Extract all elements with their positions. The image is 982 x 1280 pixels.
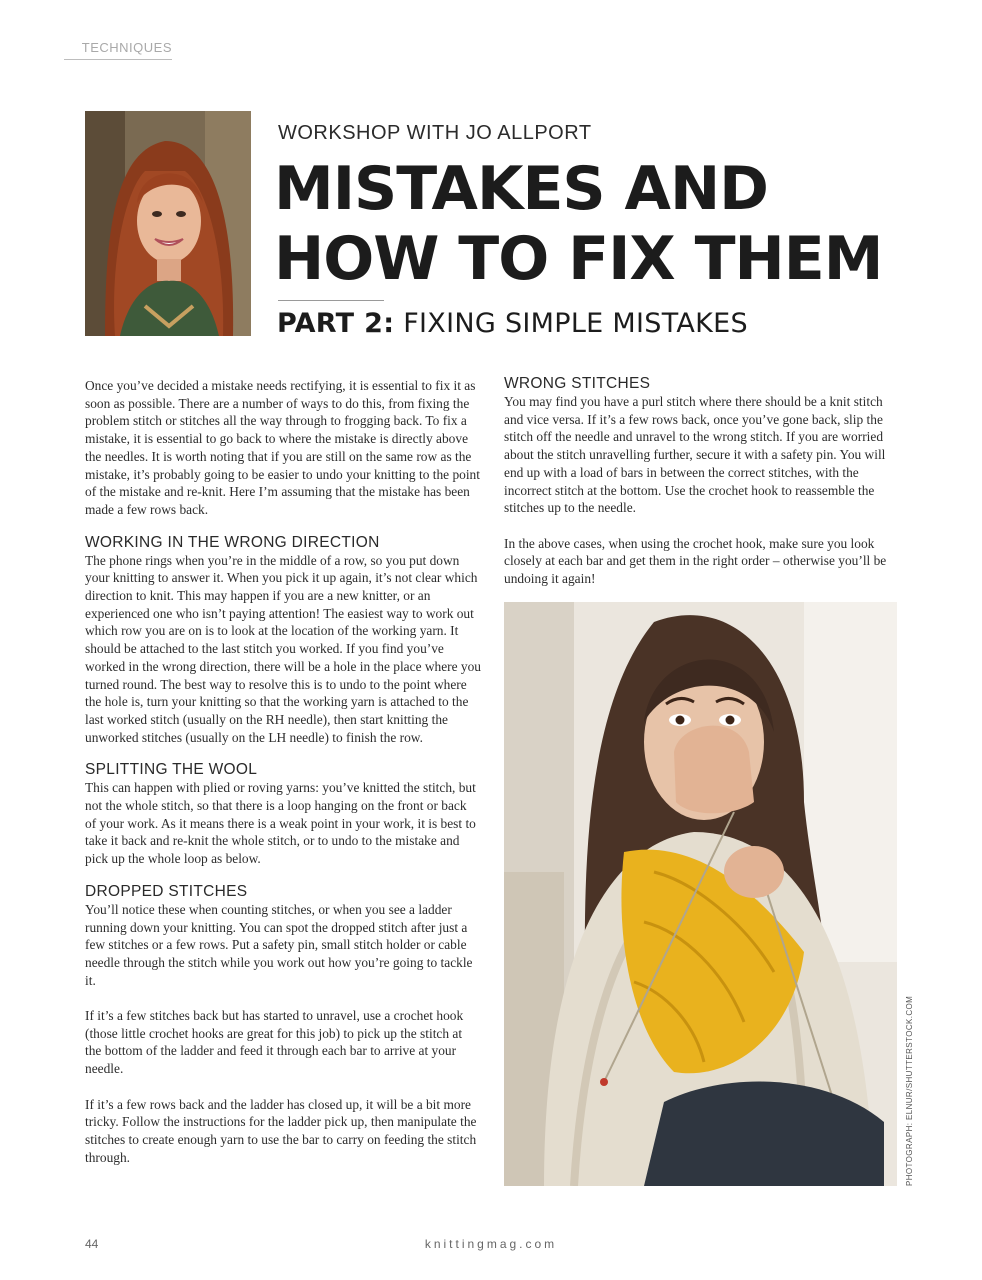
dropped-body-3: If it’s a few rows back and the ladder has closed up, it will be a bit more tricky. Follow the instructions for the ladder pick up, then manipulate the stitches to create enough yarn to use the bar to carry on feeding the stitch through. <box>85 1096 477 1165</box>
right-column <box>504 375 898 588</box>
closing-paragraph: In the above cases, when using the crochet hook, make sure you look closely at each bar and get them in the right order – otherwise you’ll be undoing it again! <box>504 535 887 587</box>
dropped-body-1: You’ll notice these when counting stitches, or when you see a ladder running down your knitting. You can spot the dropped stitch after just a few stitches or a few rows. Put a safety pin, small stitch holder or cable needle through the stitch while you work out how you’re going to tackle it. <box>85 901 473 988</box>
heading-wrong-stitches: WRONG STITCHES <box>504 375 651 392</box>
subhead-title: FIXING SIMPLE MISTAKES <box>403 308 748 339</box>
wrong-stitches-body: You may find you have a purl stitch where there should be a knit stitch and vice versa. If it’s a few rows back, once you’ve gone back, slip the stitch off the needle and unravel to the wrong stitch. If you are worried about the stitch unravelling further, secure it with a safety pin. You will end up with a load of bars in between the correct stitches, with the incorrect stitch at the bottom. Use the crochet hook to reassemble the stitches up to the needle. <box>504 394 886 516</box>
knitter-photo <box>504 602 897 1186</box>
footer-site: knittingmag.com <box>424 1237 558 1251</box>
heading-wrong-direction: WORKING IN THE WRONG DIRECTION <box>85 533 380 551</box>
author-portrait <box>85 111 251 336</box>
divider <box>278 300 384 301</box>
section-tag: TECHNIQUES <box>64 40 172 60</box>
kicker: WORKSHOP WITH JO ALLPORT <box>278 122 592 144</box>
subhead <box>277 308 748 339</box>
heading-splitting: SPLITTING THE WOOL <box>85 761 258 779</box>
dropped-body-2: If it’s a few stitches back but has started to unravel, use a crochet hook (those little crochet hooks are great for this job) to pick up the stitch at the bottom of the ladder and feed it through each bar to arrive at your needle. <box>85 1008 464 1077</box>
subhead-part: PART 2: <box>277 308 395 339</box>
heading-dropped: DROPPED STITCHES <box>85 882 248 900</box>
wrong-direction-body: The phone rings when you’re in the middle of a row, so you put down your knitting to answer it. When you pick it up again, it’s not clear which direction to knit. This may happen if you are a new knitter, or an experienced one who isn’t paying attention! The easiest way to work out which row you are on is to look at the location of the working yarn. It should be attached to the last stitch you worked. If you find you’ve worked in the wrong direction, there will be a hole in the place where you turned round. The best way to resolve this is to undo to the point where the hole is, turn your knitting so that the working yarn is attached to the last worked stitch (usually on the RH needle), then start knitting the unworked stitches (usually on the LH needle) to finish the row. <box>85 552 482 745</box>
left-column <box>85 377 481 1166</box>
page-number: 44 <box>85 1237 99 1251</box>
headline: MISTAKES AND HOW TO FIX THEM <box>274 154 883 294</box>
intro-paragraph: Once you’ve decided a mistake needs rectifying, it is essential to fix it as soon as possible. There are a number of ways to do this, from fixing the problem stitch or stitches all the way through to frogging back. To fix a mistake, it is essential to go back to where the mistake is directly above the needles. It is worth noting that if you are still on the same row as the mistake, it’s probably going to be easier to undo your knitting to the point of the mistake and re-knit. Here I’m assuming that the mistake has been made a few rows back. <box>85 378 480 517</box>
splitting-body: This can happen with plied or roving yarns: you’ve knitted the stitch, but not the whole stitch, so that there is a loop hanging on the front or back of your work. As it means there is a weak point in your work, it is best to take it back and re-knit the whole stitch, or to undo to the mistake and pick up the whole loop as below. <box>85 780 476 867</box>
photo-credit: PHOTOGRAPH: ELNUR/SHUTTERSTOCK.COM <box>905 995 914 1186</box>
